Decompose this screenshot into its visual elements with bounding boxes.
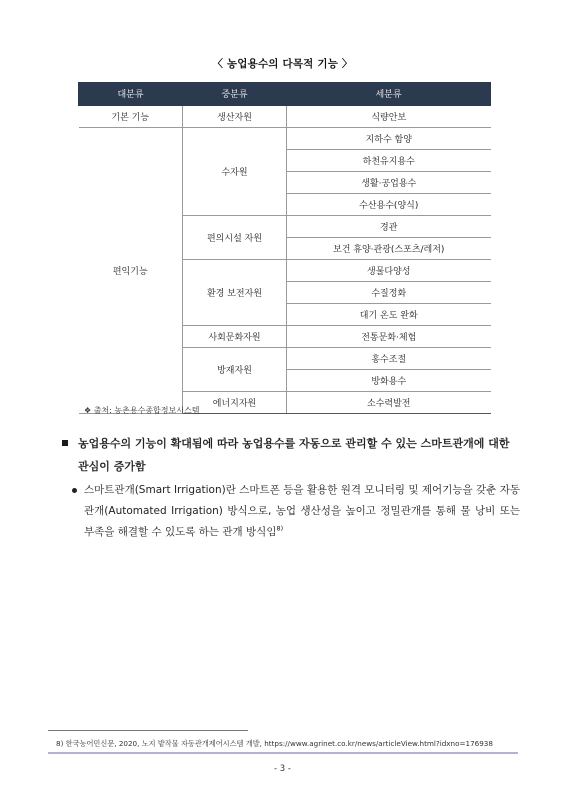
cell-middle-disaster: 방재자원: [183, 348, 287, 392]
cell-sub: 지하수 함양: [287, 128, 491, 150]
table-row: [79, 128, 491, 150]
table-source: ❖ 출처: 농촌용수종합정보시스템: [84, 406, 200, 415]
table-row: [79, 106, 491, 128]
page-number: - 3 -: [274, 764, 291, 774]
cell-sub: 보건 휴양·관광(스포츠/레저): [287, 238, 491, 260]
square-bullet-icon: [62, 440, 68, 446]
cell-sub: 수산용수(양식): [287, 194, 491, 216]
cell-major-benefit: 편익기능: [79, 128, 183, 414]
header-middle-category: 중분류: [183, 82, 287, 106]
cell-middle-energy: 에너지자원: [183, 392, 287, 414]
cell-middle-water: 수자원: [183, 128, 287, 216]
cell-sub: 하천유지용수: [287, 150, 491, 172]
cell-sub: 수질정화: [287, 282, 491, 304]
cell-major-basic: 기본 기능: [79, 106, 183, 128]
table-header-row: [79, 82, 491, 106]
footnote-divider: [48, 730, 248, 731]
table-caption: 〈 농업용수의 다목적 기능 〉: [212, 58, 353, 70]
sub-bullet: [72, 480, 520, 543]
page-divider: [48, 752, 518, 754]
cell-sub: 식량안보: [287, 106, 491, 128]
cell-sub: 홍수조절: [287, 348, 491, 370]
cell-sub: 대기 온도 완화: [287, 304, 491, 326]
cell-middle-environment: 환경 보전자원: [183, 260, 287, 326]
cell-sub: 소수력발전: [287, 392, 491, 414]
sub-bullet-text: 스마트관개(Smart Irrigation)란 스마트폰 등을 활용한 원격 모니터링 및 제어기능을 갖춘 자동관개(Automated Irrigation) 방식으로, 농업 생산성을 높이고 정밀관개를 통해 물 낭비 또는 부족을 해결할 수 있도록 하는 관개 방식임: [84, 484, 520, 538]
cell-sub: 생활·공업용수: [287, 172, 491, 194]
cell-middle-production: 생산자원: [183, 106, 287, 128]
circle-bullet-icon: [72, 488, 77, 493]
cell-sub: 생물다양성: [287, 260, 491, 282]
cell-sub: 전통문화·체험: [287, 326, 491, 348]
main-bullet-text: 농업용수의 기능이 확대됨에 따라 농업용수를 자동으로 관리할 수 있는 스마트관개에 대한 관심이 증가함: [78, 437, 510, 473]
header-sub-category: 세분류: [287, 82, 491, 106]
cell-middle-culture: 사회문화자원: [183, 326, 287, 348]
footnote-reference[interactable]: 8): [276, 524, 284, 533]
header-major-category: 대분류: [79, 82, 183, 106]
cell-sub: 방화용수: [287, 370, 491, 392]
cell-sub: 경관: [287, 216, 491, 238]
cell-middle-amenity: 편의시설 자원: [183, 216, 287, 260]
main-bullet: [62, 432, 517, 478]
multifunction-table: [78, 82, 491, 414]
footnote-text: 8) 한국농어민신문, 2020, 노지 밭작물 자동관개제어시스템 개발, https://www.agrinet.co.kr/news/articleView.html?idxno=176938: [56, 739, 493, 748]
sub-bullet-paragraph: [84, 480, 520, 543]
